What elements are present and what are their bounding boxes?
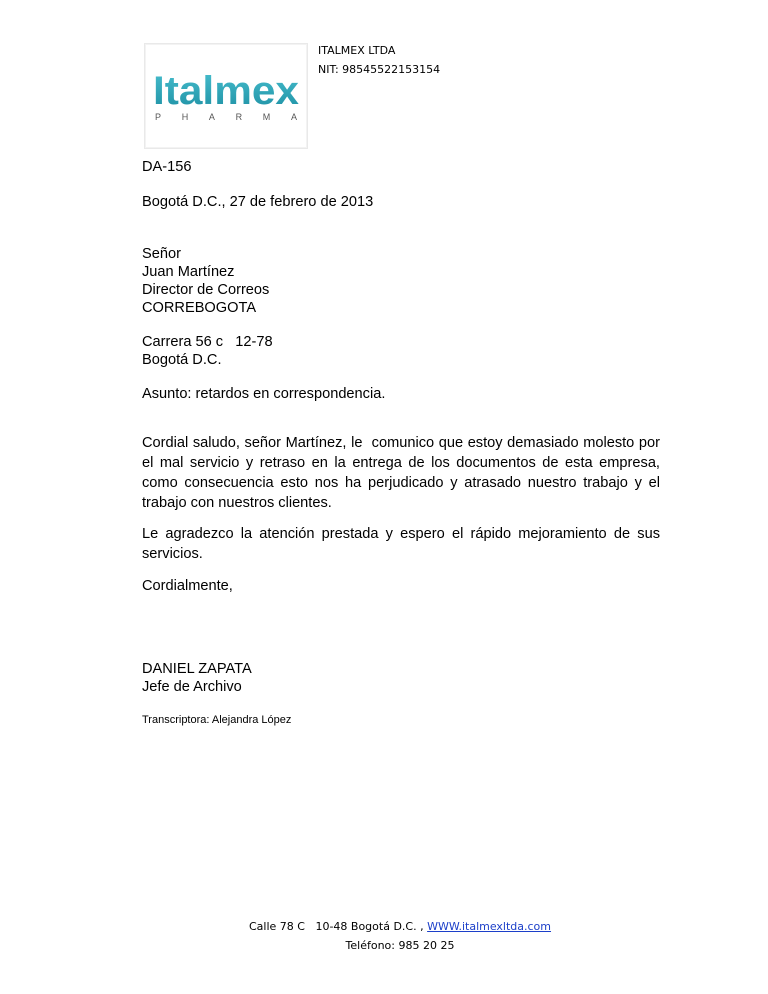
transcriber-note: Transcriptora: Alejandra López xyxy=(142,714,292,726)
company-name: ITALMEX LTDA xyxy=(318,44,396,57)
recipient-address: Carrera 56 c 12-78 xyxy=(142,334,273,350)
closing: Cordialmente, xyxy=(142,578,233,594)
recipient-city: Bogotá D.C. xyxy=(142,352,222,368)
footer-phone: Teléfono: 985 20 25 xyxy=(345,939,455,952)
website-link[interactable]: WWW.italmexltda.com xyxy=(427,920,552,933)
company-nit: NIT: 98545522153154 xyxy=(318,63,441,76)
logo-graphic xyxy=(145,44,307,148)
body-paragraph: Cordial saludo, señor Martínez, le comunico que estoy demasiado molesto por el mal servicio y retraso en la entrega de los documentos de esta empresa, como consecuencia esto nos ha perjudicado y atrasado nuestro trabajo y el trabajo con nuestros clientes. xyxy=(142,435,665,511)
signer-name: DANIEL ZAPATA xyxy=(142,661,252,677)
logo-wordmark: Italmex xyxy=(153,69,299,113)
footer-address: Calle 78 C 10-48 Bogotá D.C. , xyxy=(248,920,424,933)
company-logo xyxy=(144,43,308,149)
logo-subtext: PHARMA xyxy=(155,112,297,122)
recipient-company: CORREBOGOTA xyxy=(142,300,257,316)
body-paragraph: Le agradezco la atención prestada y espero el rápido mejoramiento de sus servicios. xyxy=(142,526,660,562)
recipient-salutation: Señor xyxy=(142,246,181,262)
signer-title: Jefe de Archivo xyxy=(142,679,242,695)
subject-line: Asunto: retardos en correspondencia. xyxy=(142,386,386,402)
recipient-name: Juan Martínez xyxy=(142,264,235,280)
recipient-title: Director de Correos xyxy=(142,282,270,298)
company-info xyxy=(318,41,440,79)
date-line: Bogotá D.C., 27 de febrero de 2013 xyxy=(142,194,374,210)
page-footer xyxy=(200,917,600,955)
reference-number: DA-156 xyxy=(142,159,192,175)
